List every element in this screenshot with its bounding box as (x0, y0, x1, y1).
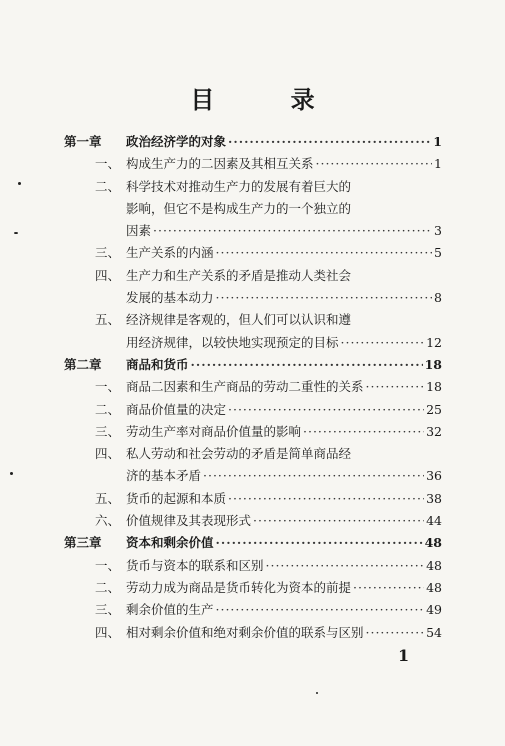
entry-page-number: 5 (434, 245, 442, 261)
dot-leader (216, 242, 432, 264)
dot-leader (266, 555, 425, 577)
toc-section-entry (64, 153, 442, 175)
section-number: 四、 (94, 446, 120, 462)
section-number: 四、 (94, 624, 120, 640)
entry-title: 济的基本矛盾 (126, 468, 202, 484)
page-number: 1 (398, 646, 410, 665)
section-number: 六、 (94, 513, 120, 529)
dot-leader (253, 510, 424, 532)
page-title: 目 录 (190, 85, 349, 114)
dot-leader (228, 131, 431, 153)
toc-chapter-entry (64, 532, 442, 554)
entry-title: 劳动生产率对商品价值量的影响 (126, 423, 302, 439)
toc-continuation-line (64, 198, 442, 220)
scan-speck (18, 182, 21, 185)
entry-title: 科学技术对推动生产力的发展有着巨大的 (126, 178, 352, 194)
toc-section-entry (64, 265, 442, 287)
chapter-number: 第二章 (64, 356, 102, 372)
entry-title: 影响，但它不是构成生产力的一个独立的 (126, 200, 352, 216)
section-number: 三、 (94, 245, 120, 261)
section-number: 一、 (94, 379, 120, 395)
toc-section-entry (64, 242, 442, 264)
toc-section-entry (64, 622, 442, 644)
section-number: 二、 (94, 178, 120, 194)
entry-title: 相对剩余价值和绝对剩余价值的联系与区别 (126, 624, 364, 640)
entry-page-number: 12 (426, 334, 442, 350)
entry-page-number: 48 (424, 535, 442, 551)
toc-section-entry (64, 176, 442, 198)
dot-leader (216, 287, 432, 309)
toc-continuation-line (64, 220, 442, 242)
entry-title: 商品价值量的决定 (126, 401, 227, 417)
section-number: 二、 (94, 579, 120, 595)
toc-section-entry (64, 555, 442, 577)
dot-leader (203, 465, 424, 487)
section-number: 三、 (94, 423, 120, 439)
dot-leader (303, 421, 424, 443)
section-number: 一、 (94, 557, 120, 573)
section-number: 二、 (94, 401, 120, 417)
entry-page-number: 25 (426, 401, 442, 417)
section-number: 五、 (94, 312, 120, 328)
entry-page-number: 32 (426, 423, 442, 439)
toc-section-entry (64, 399, 442, 421)
entry-title: 货币的起源和本质 (126, 490, 227, 506)
entry-page-number: 48 (426, 557, 442, 573)
toc-chapter-entry (64, 354, 442, 376)
toc-section-entry (64, 577, 442, 599)
entry-page-number: 48 (426, 579, 442, 595)
entry-page-number: 38 (426, 490, 442, 506)
dot-leader (366, 376, 425, 398)
chapter-number: 第一章 (64, 134, 102, 149)
entry-title: 因素 (126, 223, 152, 239)
dot-leader (316, 153, 432, 175)
toc-section-entry (64, 510, 442, 532)
dot-leader (153, 220, 432, 242)
toc-chapter-entry (64, 131, 442, 153)
toc-section-entry (64, 421, 442, 443)
entry-page-number: 1 (434, 156, 442, 172)
entry-title: 商品二因素和生产商品的劳动二重性的关系 (126, 379, 364, 395)
toc-section-entry (64, 376, 442, 398)
entry-title: 用经济规律，以较快地实现预定的目标 (126, 334, 339, 350)
toc-section-entry (64, 488, 442, 510)
entry-title: 经济规律是客观的，但人们可以认识和遵 (126, 312, 352, 328)
section-number: 五、 (94, 490, 120, 506)
toc-continuation-line (64, 465, 442, 487)
entry-title: 政治经济学的对象 (126, 134, 227, 149)
dot-leader (191, 354, 423, 376)
entry-title: 货币与资本的联系和区别 (126, 557, 264, 573)
toc-continuation-line (64, 332, 442, 354)
entry-title: 商品和货币 (126, 356, 189, 372)
dot-leader (366, 622, 425, 644)
entry-title: 生产关系的内涵 (126, 245, 214, 261)
toc-continuation-line (64, 287, 442, 309)
dot-leader (216, 599, 425, 621)
entry-page-number: 3 (434, 223, 442, 239)
section-number: 一、 (94, 156, 120, 172)
scan-speck (316, 692, 318, 694)
toc-section-entry (64, 599, 442, 621)
dot-leader (353, 577, 424, 599)
entry-page-number: 8 (434, 290, 442, 306)
dot-leader (216, 532, 423, 554)
section-number: 三、 (94, 602, 120, 618)
entry-page-number: 44 (426, 513, 442, 529)
entry-title: 剩余价值的生产 (126, 602, 214, 618)
entry-title: 价值规律及其表现形式 (126, 513, 252, 529)
table-of-contents (64, 131, 442, 644)
toc-section-entry (64, 309, 442, 331)
scan-speck (10, 472, 13, 475)
entry-title: 私人劳动和社会劳动的矛盾是简单商品经 (126, 446, 352, 462)
toc-section-entry (64, 443, 442, 465)
dot-leader (228, 399, 424, 421)
section-number: 四、 (94, 267, 120, 283)
dot-leader (341, 332, 425, 354)
entry-page-number: 36 (426, 468, 442, 484)
entry-page-number: 49 (426, 602, 442, 618)
entry-title: 发展的基本动力 (126, 290, 214, 306)
entry-title: 构成生产力的二因素及其相互关系 (126, 156, 314, 172)
entry-page-number: 18 (424, 356, 442, 372)
entry-page-number: 1 (433, 134, 442, 149)
entry-page-number: 18 (426, 379, 442, 395)
entry-title: 资本和剩余价值 (126, 535, 214, 551)
chapter-number: 第三章 (64, 535, 102, 551)
entry-title: 生产力和生产关系的矛盾是推动人类社会 (126, 267, 352, 283)
entry-page-number: 54 (426, 624, 442, 640)
dot-leader (228, 488, 424, 510)
scan-speck (14, 232, 18, 234)
entry-title: 劳动力成为商品是货币转化为资本的前提 (126, 579, 352, 595)
